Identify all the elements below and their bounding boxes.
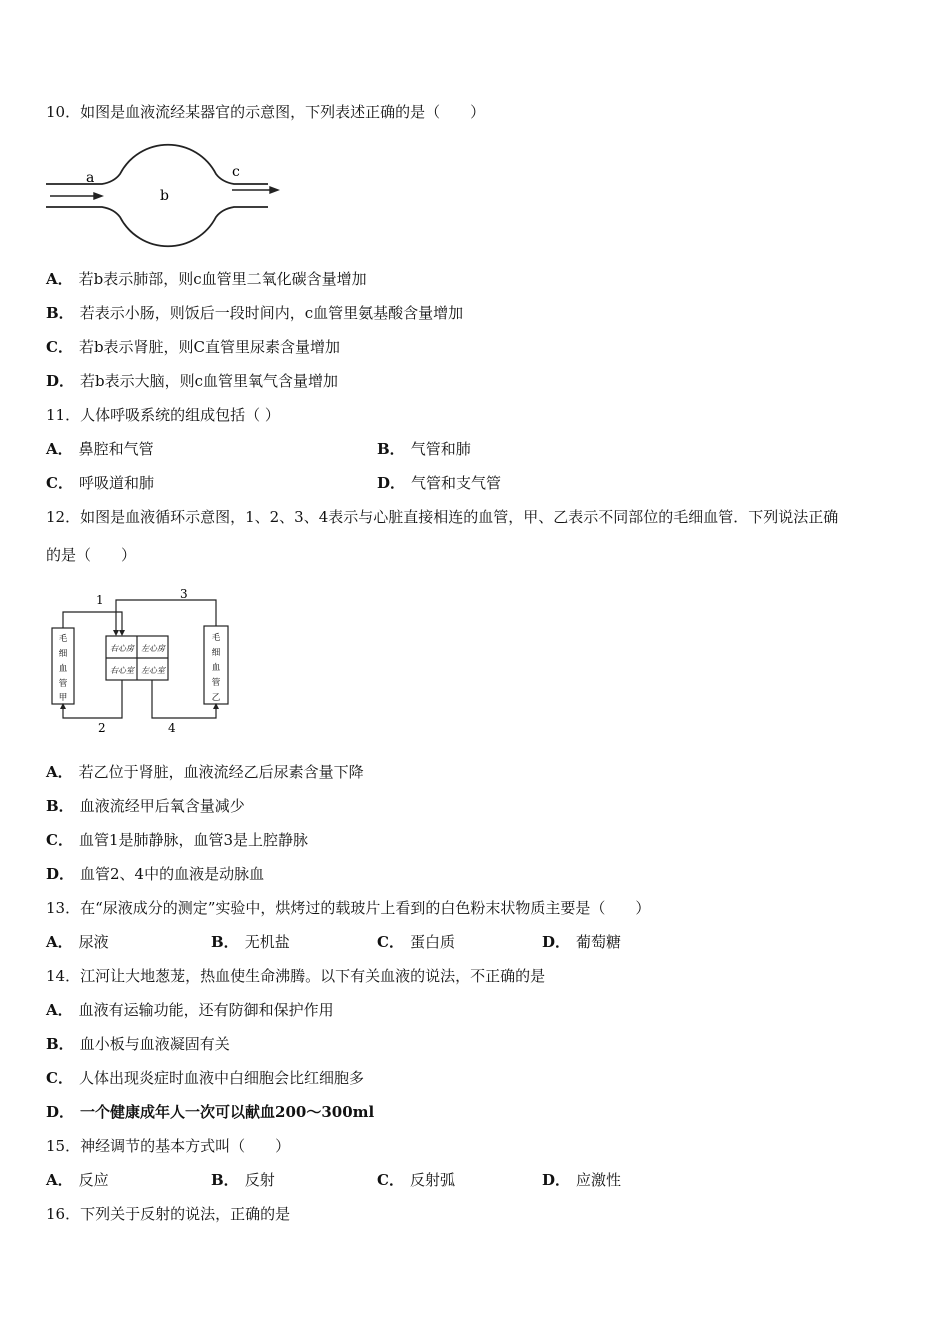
- q14-option-c[interactable]: [46, 1068, 364, 1088]
- option-text: 血液流经甲后氧含量减少: [79, 797, 245, 815]
- q11-option-b[interactable]: [377, 439, 471, 459]
- option-letter: C．: [46, 338, 73, 356]
- q12-right-box-char: 毛: [211, 633, 221, 643]
- q10-option-a[interactable]: [46, 269, 367, 289]
- option-letter: B．: [46, 304, 74, 322]
- q12-vessel-label-2: 2: [98, 721, 106, 735]
- q15-option-d[interactable]: [542, 1170, 621, 1190]
- option-text: 若b表示肾脏，则C直管里尿素含量增加: [78, 338, 341, 356]
- option-letter: B．: [46, 1035, 74, 1053]
- q13-option-b[interactable]: [211, 932, 290, 952]
- q12-right-box-char: 管: [211, 678, 221, 688]
- q13-stem: 13．在“尿液成分的测定”实验中，烘烤过的载玻片上看到的白色粉末状物质主要是（ ）: [46, 899, 651, 917]
- option-letter: B．: [211, 1171, 239, 1189]
- q12-left-atrium: 左心房: [141, 644, 165, 653]
- option-letter: D．: [377, 474, 406, 492]
- option-text: 反射弧: [409, 1171, 455, 1189]
- option-text: 呼吸道和肺: [78, 474, 154, 492]
- option-text: 鼻腔和气管: [78, 440, 154, 458]
- option-letter: C．: [46, 474, 73, 492]
- q12-right-box-char: 乙: [211, 693, 221, 703]
- option-text: 应激性: [576, 1171, 622, 1189]
- option-text: 血液有运输功能，还有防御和保护作用: [78, 1001, 334, 1019]
- q13-option-a[interactable]: [46, 932, 109, 952]
- q12-option-b[interactable]: [46, 796, 245, 816]
- option-text: 血管2、4中的血液是动脉血: [80, 865, 265, 883]
- option-text: 若b表示肺部，则c血管里二氧化碳含量增加: [78, 270, 367, 288]
- q15-option-b[interactable]: [211, 1170, 275, 1190]
- q12-figure-circulation-diagram: [44, 588, 244, 742]
- option-letter: D．: [542, 1171, 571, 1189]
- q12-left-box-char: 血: [58, 664, 68, 674]
- q12-option-c[interactable]: [46, 830, 308, 850]
- q10-stem: 10．如图是血液流经某器官的示意图，下列表述正确的是（ ）: [46, 103, 486, 121]
- option-letter: B．: [46, 797, 74, 815]
- q10-label-a: a: [86, 170, 95, 186]
- option-letter: D．: [46, 372, 75, 390]
- option-letter: A．: [46, 1001, 73, 1019]
- q16-stem: 16．下列关于反射的说法，正确的是: [46, 1205, 291, 1223]
- q12-right-box-char: 细: [211, 648, 221, 658]
- option-letter: C．: [377, 933, 404, 951]
- option-letter: D．: [542, 933, 571, 951]
- q12-right-ventricle: 右心室: [110, 666, 134, 675]
- q12-option-d[interactable]: [46, 864, 264, 884]
- q14-stem: 14．江河让大地葱茏，热血使生命沸腾。以下有关血液的说法，不正确的是: [46, 967, 546, 985]
- option-text: 气管和支气管: [411, 474, 502, 492]
- option-letter: A．: [46, 1171, 73, 1189]
- q11-option-c[interactable]: [46, 473, 154, 493]
- option-letter: C．: [46, 831, 73, 849]
- q13-option-d[interactable]: [542, 932, 621, 952]
- q12-left-box-char: 细: [58, 649, 68, 659]
- option-text: 若表示小肠，则饭后一段时间内，c血管里氨基酸含量增加: [79, 304, 464, 322]
- option-text: 若b表示大脑，则c血管里氧气含量增加: [80, 372, 339, 390]
- option-text: 血小板与血液凝固有关: [79, 1035, 230, 1053]
- q14-option-b[interactable]: [46, 1034, 230, 1054]
- option-text: 尿液: [78, 933, 109, 951]
- q12-vessel-label-1: 1: [96, 593, 104, 607]
- option-text: 一个健康成年人一次可以献血200～300ml: [80, 1103, 375, 1121]
- q12-left-box-char: 管: [58, 679, 68, 689]
- option-letter: C．: [377, 1171, 404, 1189]
- q12-stem-line1: 12．如图是血液循环示意图，1、2、3、4表示与心脏直接相连的血管，甲、乙表示不同部位的毛细血管．下列说法正确: [46, 508, 839, 526]
- q14-option-d[interactable]: [46, 1102, 374, 1122]
- q15-option-c[interactable]: [377, 1170, 455, 1190]
- option-text: 反射: [244, 1171, 275, 1189]
- q15-stem: 15．神经调节的基本方式叫（ ）: [46, 1137, 291, 1155]
- option-text: 蛋白质: [409, 933, 455, 951]
- q10-figure-organ-diagram: [44, 138, 284, 254]
- option-text: 人体出现炎症时血液中白细胞会比红细胞多: [78, 1069, 364, 1087]
- q12-option-a[interactable]: [46, 762, 364, 782]
- option-letter: A．: [46, 763, 73, 781]
- q14-option-a[interactable]: [46, 1000, 334, 1020]
- option-letter: A．: [46, 933, 73, 951]
- q11-option-d[interactable]: [377, 473, 501, 493]
- q12-left-ventricle: 左心室: [141, 666, 165, 675]
- q10-option-d[interactable]: [46, 371, 338, 391]
- q12-right-atrium: 右心房: [110, 644, 134, 653]
- q10-label-c: c: [232, 164, 240, 180]
- option-text: 葡萄糖: [576, 933, 622, 951]
- option-text: 气管和肺: [410, 440, 471, 458]
- q10-option-c[interactable]: [46, 337, 340, 357]
- q12-left-box-char: 毛: [58, 634, 68, 644]
- option-letter: B．: [211, 933, 239, 951]
- q12-vessel-label-3: 3: [180, 588, 188, 601]
- q12-vessel-label-4: 4: [168, 721, 176, 735]
- option-letter: B．: [377, 440, 405, 458]
- option-letter: A．: [46, 270, 73, 288]
- q10-label-b: b: [160, 188, 169, 204]
- option-letter: A．: [46, 440, 73, 458]
- q11-option-a[interactable]: [46, 439, 154, 459]
- q13-option-c[interactable]: [377, 932, 455, 952]
- q15-option-a[interactable]: [46, 1170, 109, 1190]
- option-text: 反应: [78, 1171, 109, 1189]
- option-letter: D．: [46, 1103, 75, 1121]
- option-letter: C．: [46, 1069, 73, 1087]
- option-text: 血管1是肺静脉，血管3是上腔静脉: [78, 831, 309, 849]
- q10-option-b[interactable]: [46, 303, 463, 323]
- option-text: 若乙位于肾脏，血液流经乙后尿素含量下降: [78, 763, 364, 781]
- option-text: 无机盐: [244, 933, 290, 951]
- q12-stem-line2: 的是（ ）: [46, 546, 137, 564]
- q11-stem: 11．人体呼吸系统的组成包括（ ）: [46, 406, 280, 424]
- q12-right-box-char: 血: [211, 663, 221, 673]
- option-letter: D．: [46, 865, 75, 883]
- q12-left-box-char: 甲: [58, 693, 68, 703]
